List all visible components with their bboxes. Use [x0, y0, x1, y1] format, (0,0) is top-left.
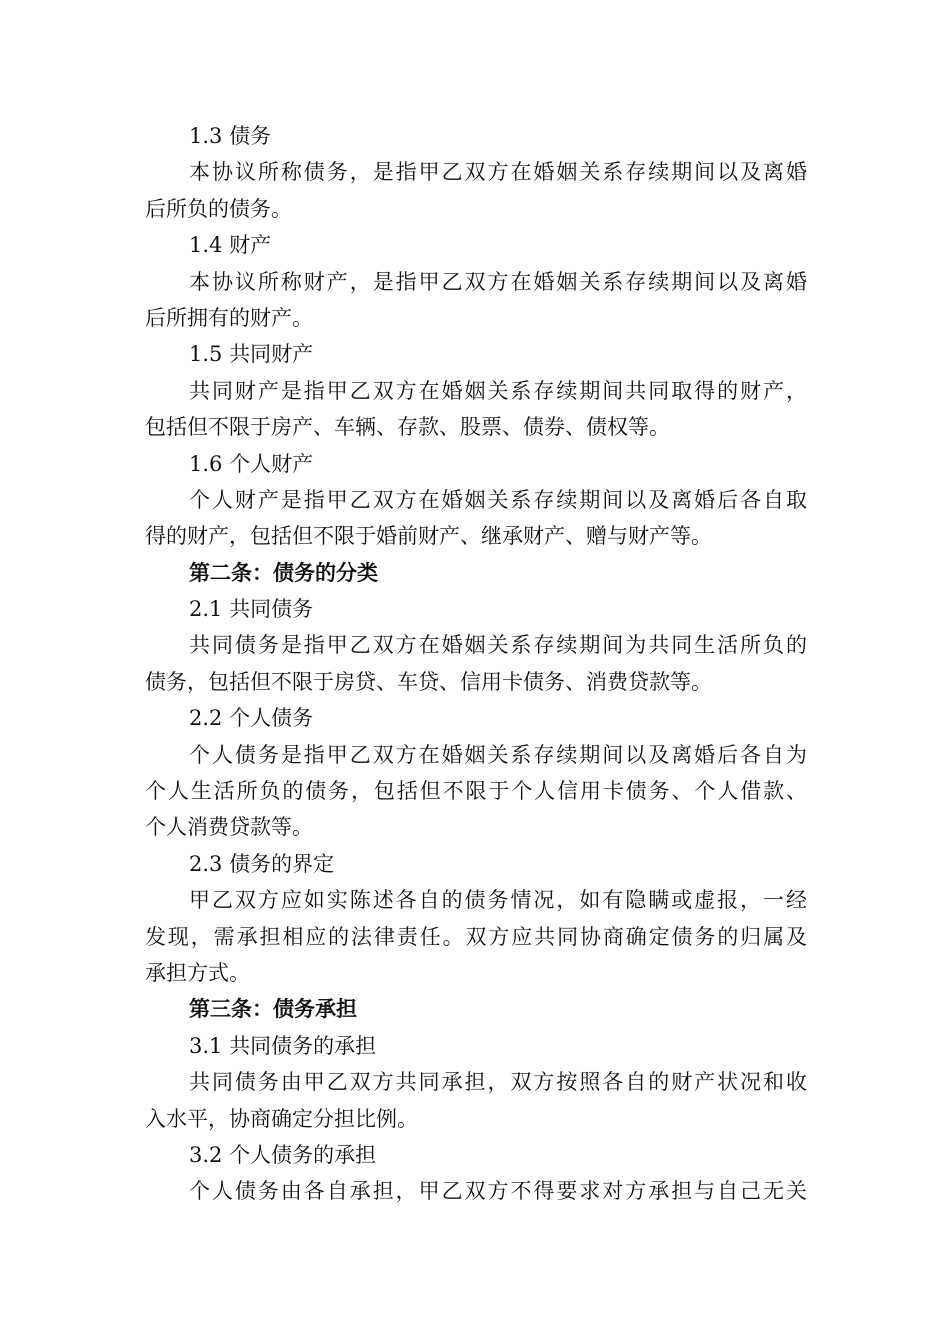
text-line: 个人财产是指甲乙双方在婚姻关系存续期间以及离婚后各自取 — [189, 487, 807, 512]
text-line: 得的财产，包括但不限于婚前财产、继承财产、赠与财产等。 — [145, 524, 712, 549]
text-line: 3.2 个人债务的承担 — [189, 1142, 377, 1167]
text-line: 个人债务由各自承担，甲乙双方不得要求对方承担与自己无关 — [189, 1179, 807, 1204]
text-line: 本协议所称财产，是指甲乙双方在婚姻关系存续期间以及离婚 — [189, 269, 807, 294]
text-line: 共同财产是指甲乙双方在婚姻关系存续期间共同取得的财产， — [189, 378, 807, 403]
text-line: 包括但不限于房产、车辆、存款、股票、债券、债权等。 — [145, 415, 670, 440]
text-line: 发现，需承担相应的法律责任。双方应共同协商确定债务的归属及 — [145, 924, 807, 949]
text-line: 个人债务是指甲乙双方在婚姻关系存续期间以及离婚后各自为 — [189, 742, 807, 767]
section-heading: 第三条：债务承担 — [189, 996, 357, 1022]
text-line: 共同债务由甲乙双方共同承担，双方按照各自的财产状况和收 — [189, 1070, 807, 1095]
text-line: 共同债务是指甲乙双方在婚姻关系存续期间为共同生活所负的 — [189, 633, 807, 658]
text-line: 1.5 共同财产 — [189, 342, 314, 367]
text-line: 2.2 个人债务 — [189, 706, 314, 731]
text-line: 承担方式。 — [145, 960, 250, 985]
text-line: 1.6 个人财产 — [189, 451, 314, 476]
text-line: 本协议所称债务，是指甲乙双方在婚姻关系存续期间以及离婚 — [189, 160, 807, 185]
text-line: 甲乙双方应如实陈述各自的债务情况，如有隐瞒或虚报，一经 — [189, 888, 807, 913]
text-line: 1.4 财产 — [189, 233, 272, 258]
text-line: 债务，包括但不限于房贷、车贷、信用卡债务、消费贷款等。 — [145, 669, 712, 694]
text-line: 3.1 共同债务的承担 — [189, 1033, 377, 1058]
section-heading: 第二条：债务的分类 — [189, 559, 378, 585]
text-line: 2.1 共同债务 — [189, 597, 314, 622]
text-line: 2.3 债务的界定 — [189, 851, 335, 876]
document-page — [145, 118, 807, 1210]
text-line: 入水平，协商确定分担比例。 — [145, 1106, 418, 1131]
text-line: 后所拥有的财产。 — [145, 305, 313, 330]
text-line: 1.3 债务 — [189, 124, 272, 148]
text-line: 个人消费贷款等。 — [145, 815, 313, 840]
text-line: 后所负的债务。 — [145, 196, 292, 221]
text-line: 个人生活所负的债务，包括但不限于个人信用卡债务、个人借款、 — [145, 779, 807, 804]
